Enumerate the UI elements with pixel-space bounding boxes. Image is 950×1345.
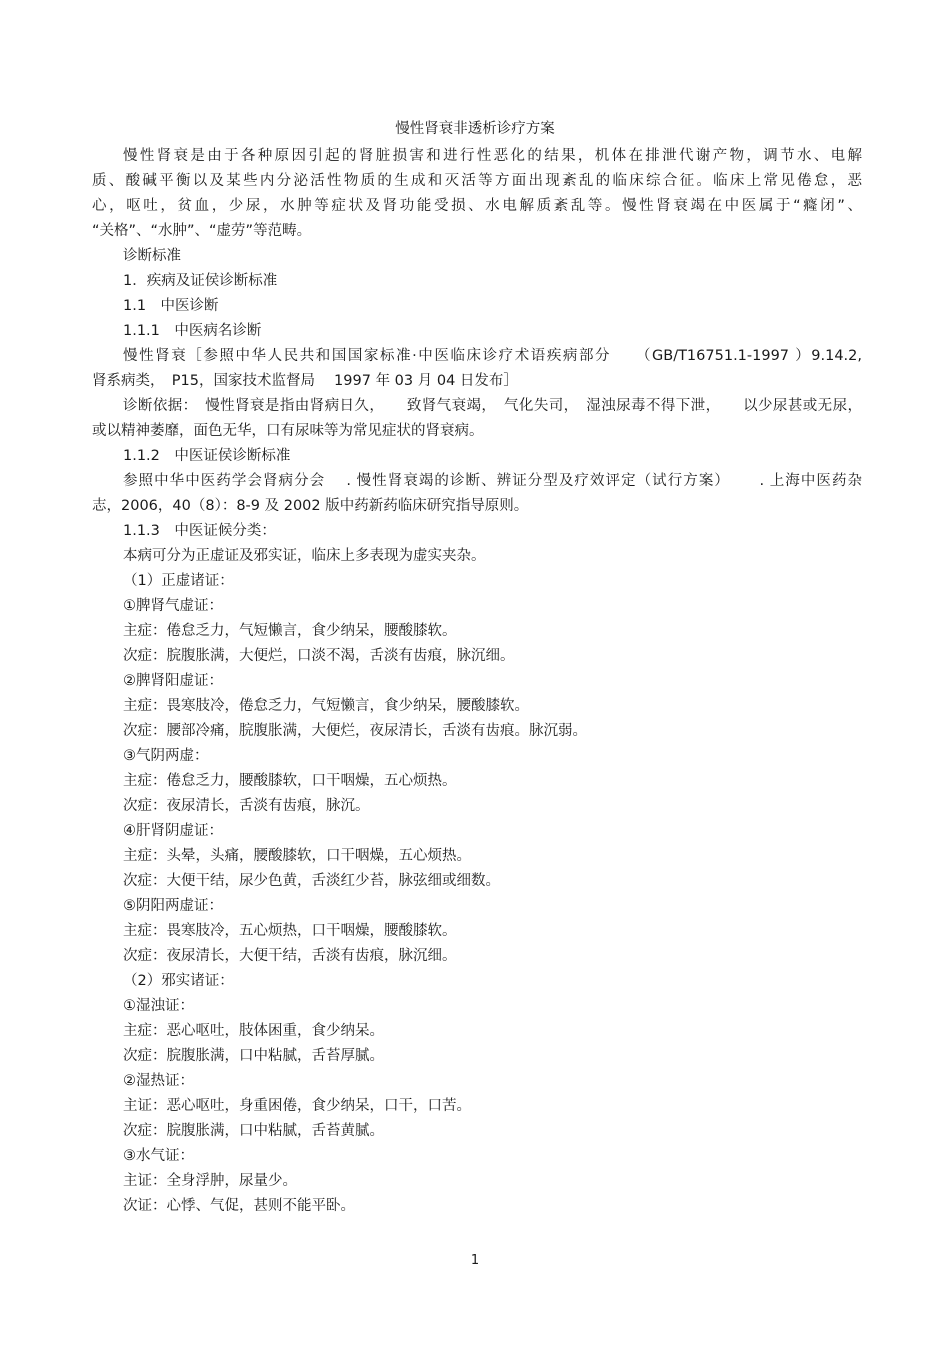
paragraph-line: 参照中华中医药学会肾病分会 . 慢性肾衰竭的诊断、辨证分型及疗效评定（试行方案） . 上海中医药杂 xyxy=(123,473,862,489)
paragraph-line: 质、酸碱平衡以及某些内分泌活性物质的生成和灭活等方面出现紊乱的临床综合征。临床上常见倦怠，恶 xyxy=(92,173,862,189)
section-heading: 1.1.3 中医证候分类： xyxy=(123,523,276,539)
section-heading: 1.1.1 中医病名诊断 xyxy=(123,323,262,339)
symptom-line: 次症：夜尿清长，大便干结，舌淡有齿痕，脉沉细。 xyxy=(123,948,457,964)
symptom-line: 次症：腰部冷痛，脘腹胀满，大便烂，夜尿清长，舌淡有齿痕。脉沉弱。 xyxy=(123,723,587,739)
section-heading: 1.1.2 中医证侯诊断标准 xyxy=(123,448,291,464)
document-title: 慢性肾衰非透析诊疗方案 xyxy=(395,121,555,137)
paragraph-line: 志，2006，40（8）：8-9 及 2002 版中药新药临床研究指导原则。 xyxy=(92,498,529,514)
paragraph-line: 本病可分为正虚证及邪实证，临床上多表现为虚实夹杂。 xyxy=(123,548,486,564)
paragraph-line: 心，呕吐，贫血，少尿，水肿等症状及肾功能受损、水电解质紊乱等。慢性肾衰竭在中医属于“癃闭”、 xyxy=(92,198,862,214)
symptom-line: 次症：脘腹胀满，口中粘腻，舌苔厚腻。 xyxy=(123,1048,384,1064)
symptom-line: 主证：全身浮肿，尿量少。 xyxy=(123,1173,297,1189)
paragraph-line: 慢性肾衰［参照中华人民共和国国家标准·中医临床诊疗术语疾病部分 （GB/T16751.1-1997 ）9.14.2, xyxy=(123,348,862,364)
page-number: 1 xyxy=(470,1253,480,1268)
symptom-line: 次证：心悸、气促，甚则不能平卧。 xyxy=(123,1198,355,1214)
section-heading: 1．疾病及证侯诊断标准 xyxy=(123,273,278,289)
symptom-line: 主症：畏寒肢冷，五心烦热，口干咽燥，腰酸膝软。 xyxy=(123,923,457,939)
symptom-line: 次症：脘腹胀满，大便烂，口淡不渴，舌淡有齿痕，脉沉细。 xyxy=(123,648,515,664)
syndrome-heading: ①湿浊证： xyxy=(123,998,194,1014)
paragraph-line: 肾系病类， P15，国家技术监督局 1997 年 03 月 04 日发布］ xyxy=(92,373,518,389)
list-heading: （2）邪实诸证： xyxy=(123,973,234,989)
paragraph-line: 或以精神萎靡，面色无华，口有尿味等为常见症状的肾衰病。 xyxy=(92,423,484,439)
syndrome-heading: ③水气证： xyxy=(123,1148,194,1164)
list-heading: （1）正虚诸证： xyxy=(123,573,234,589)
symptom-line: 次症：脘腹胀满，口中粘腻，舌苔黄腻。 xyxy=(123,1123,384,1139)
paragraph-line: “关格”、“水肿”、“虚劳”等范畴。 xyxy=(92,223,312,239)
syndrome-heading: ②脾肾阳虚证： xyxy=(123,673,223,689)
symptom-line: 次症：夜尿清长，舌淡有齿痕，脉沉。 xyxy=(123,798,370,814)
document-body xyxy=(92,144,862,1219)
paragraph-line: 慢性肾衰是由于各种原因引起的肾脏损害和进行性恶化的结果，机体在排泄代谢产物，调节水、电解 xyxy=(123,148,862,164)
paragraph-line: 诊断依据： 慢性肾衰是指由肾病日久， 致肾气衰竭， 气化失司， 湿浊尿毒不得下泄， 以少尿甚或无尿， xyxy=(123,398,862,414)
syndrome-heading: ②湿热证： xyxy=(123,1073,194,1089)
syndrome-heading: ⑤阴阳两虚证： xyxy=(123,898,223,914)
syndrome-heading: ①脾肾气虚证： xyxy=(123,598,223,614)
symptom-line: 主症：倦怠乏力，气短懒言，食少纳呆，腰酸膝软。 xyxy=(123,623,457,639)
symptom-line: 主症：恶心呕吐，肢体困重，食少纳呆。 xyxy=(123,1023,384,1039)
section-heading: 诊断标准 xyxy=(123,248,181,264)
syndrome-heading: ③气阴两虚： xyxy=(123,748,209,764)
symptom-line: 主证：恶心呕吐，身重困倦，食少纳呆，口干，口苦。 xyxy=(123,1098,471,1114)
section-heading: 1.1 中医诊断 xyxy=(123,298,219,314)
symptom-line: 次症：大便干结，尿少色黄，舌淡红少苔，脉弦细或细数。 xyxy=(123,873,500,889)
syndrome-heading: ④肝肾阴虚证： xyxy=(123,823,223,839)
symptom-line: 主症：畏寒肢冷，倦怠乏力，气短懒言，食少纳呆，腰酸膝软。 xyxy=(123,698,529,714)
symptom-line: 主症：头晕，头痛，腰酸膝软，口干咽燥，五心烦热。 xyxy=(123,848,471,864)
symptom-line: 主症：倦怠乏力，腰酸膝软，口干咽燥，五心烦热。 xyxy=(123,773,457,789)
